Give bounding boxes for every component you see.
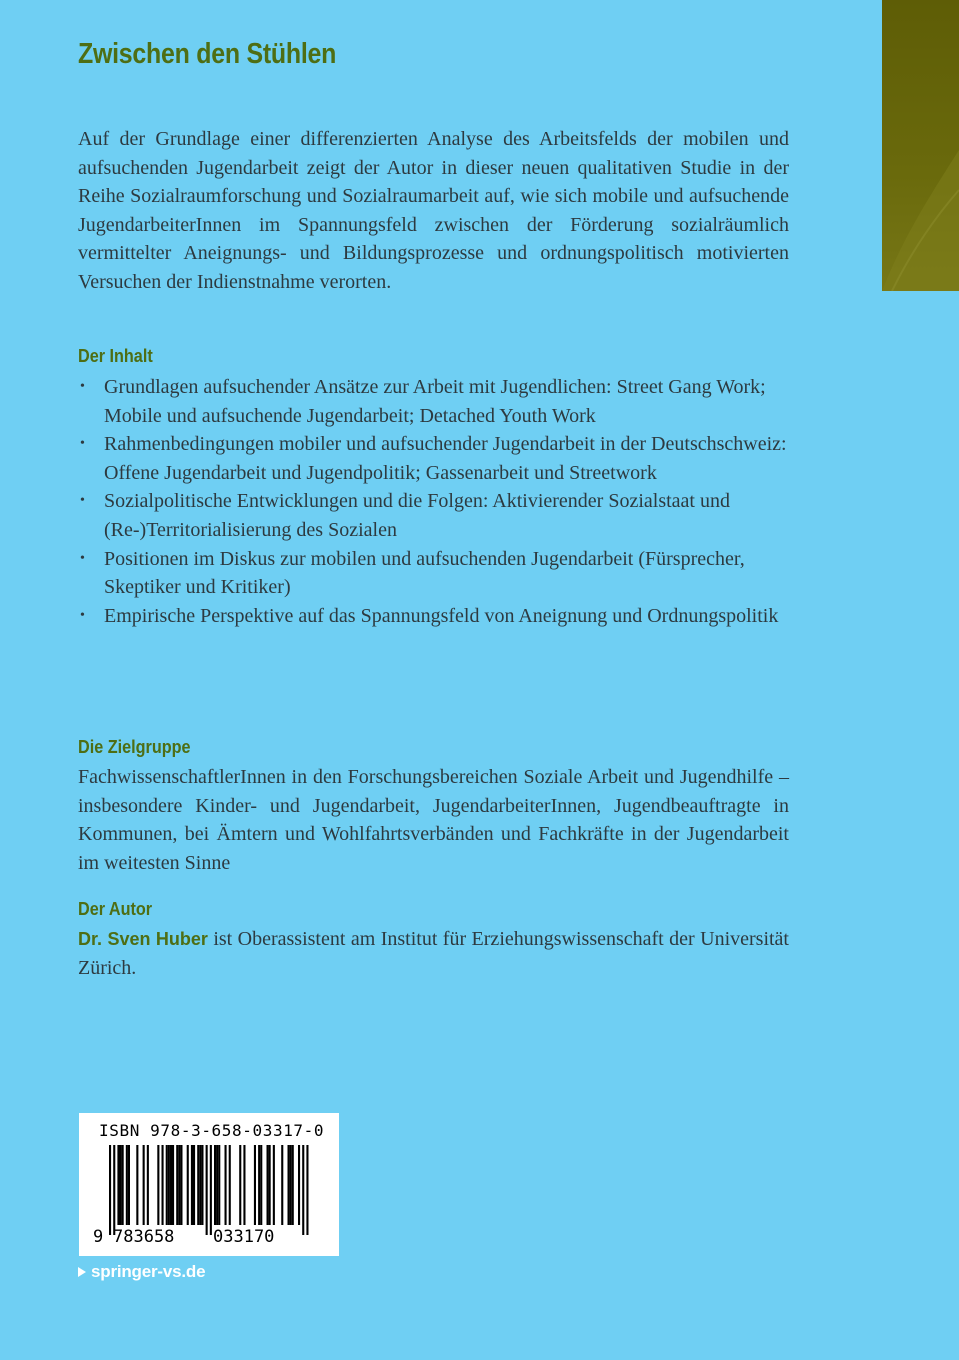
list-item: • Sozialpolitische Entwicklungen und die Folgen: Aktivierender Sozialstaat und (Re-)Territorialisierung des Sozialen [78,487,789,544]
barcode-bar [126,1145,128,1225]
band-swoosh-graphic [882,0,959,291]
barcode-bar [269,1145,271,1225]
author-name: Dr. Sven Huber [78,929,208,949]
barcode-bar [214,1145,216,1225]
barcode-bar [136,1145,138,1225]
barcode-bar [176,1145,178,1225]
barcode-bar [290,1145,292,1225]
barcode-right-digits: 033170 [213,1227,275,1247]
barcode-bar [292,1145,294,1225]
decorative-side-band [882,0,959,291]
barcode-bar [187,1145,189,1225]
barcode-bar [170,1145,172,1225]
publisher-link[interactable] [78,1262,205,1282]
contents-heading: Der Inhalt [78,346,153,366]
barcode-bar [260,1145,262,1225]
barcode-bar [302,1145,304,1235]
barcode-bar [147,1145,149,1225]
list-item: • Empirische Perspektive auf das Spannungsfeld von Aneignung und Ordnungspolitik [78,602,789,631]
barcode-bar [281,1145,283,1225]
barcode-bar [210,1145,212,1235]
barcode-bar [180,1145,182,1225]
barcode-bar [267,1145,269,1225]
audience-heading: Die Zielgruppe [78,737,191,757]
list-item: • Positionen im Diskus zur mobilen und aufsuchenden Jugendarbeit (Fürsprecher, Skeptiker und Kritiker) [78,545,789,602]
barcode-bar [191,1145,193,1225]
intro-paragraph: Auf der Grundlage einer differenzierten Analyse des Arbeitsfelds der mobilen und aufsuchenden Jugendarbeit zeigt der Autor in dieser neuen qualitativen Studie in der Reihe Sozialraumforschung und Sozialraumarbeit auf, wie sich mobile und aufsuchende JugendarbeiterInnen im Spannungsfeld zwischen der Förderung sozialräumlich vermittelter Aneignungs- und Bildungsprozesse und ordnungspolitisch motivierten Versuchen der Indienstnahme verorten. [78,128,789,293]
barcode-bar [273,1145,275,1225]
barcode-bar [199,1145,201,1225]
barcode-bar [117,1145,119,1225]
barcode-bar [229,1145,231,1225]
barcode-bar [193,1145,195,1225]
arrow-right-icon [78,1267,86,1277]
barcode-bar [168,1145,170,1225]
barcode-bar [218,1145,220,1225]
barcode-bar [258,1145,260,1225]
book-title: Zwischen den Stühlen [78,38,337,70]
barcode-bar [120,1145,122,1225]
barcode-bar [206,1145,208,1235]
author-paragraph [78,925,789,982]
list-item: • Grundlagen aufsuchender Ansätze zur Arbeit mit Jugendlichen: Street Gang Work; Mobile und aufsuchende Jugendarbeit; Detached Youth Work [78,373,789,430]
list-item: • Rahmenbedingungen mobiler und aufsuchender Jugendarbeit in der Deutschschweiz: Offene Jugendarbeit und Jugendpolitik; Gassenarbeit und Streetwork [78,430,789,487]
barcode-bar [157,1145,159,1225]
barcode-bar [225,1145,227,1225]
barcode-bar [128,1145,130,1225]
barcode-bar [109,1145,111,1235]
barcode-bar [166,1145,168,1225]
barcode-bar [172,1145,174,1225]
author-heading: Der Autor [78,899,153,919]
barcode-bar [239,1145,241,1225]
barcode-bar [216,1145,218,1225]
contents-list [78,373,789,630]
barcode-bar [113,1145,115,1235]
barcode-bar [178,1145,180,1225]
barcode-bar [254,1145,256,1225]
barcode-bar [288,1145,290,1225]
barcode-bar [162,1145,164,1225]
barcode-first-digit: 9 [93,1227,104,1247]
barcode-bar [201,1145,203,1225]
barcode-bar [143,1145,145,1225]
barcode-left-digits: 783658 [113,1227,175,1247]
barcode-bar [122,1145,124,1225]
barcode-bar [197,1145,199,1225]
barcode-bar [298,1145,300,1225]
author-bio: ist Oberassistent am Institut für Erziehungswissenschaft der Universität Zürich. [78,928,789,979]
barcode-bar [243,1145,245,1225]
isbn-barcode [79,1113,339,1256]
barcode-bar [306,1145,308,1235]
audience-paragraph: FachwissenschaftlerInnen in den Forschungsbereichen Soziale Arbeit und Jugendhilfe – insbesondere Kinder- und Jugendarbeit, JugendarbeiterInnen, Jugendbeauftragte in Kommunen, bei Ämtern und Wohlfahrtsverbänden und Fachkräfte in der Jugendarbeit im weitesten Sinne [78,766,789,874]
isbn-label: ISBN 978-3-658-03317-0 [99,1121,325,1140]
publisher-url: springer-vs.de [91,1262,206,1281]
